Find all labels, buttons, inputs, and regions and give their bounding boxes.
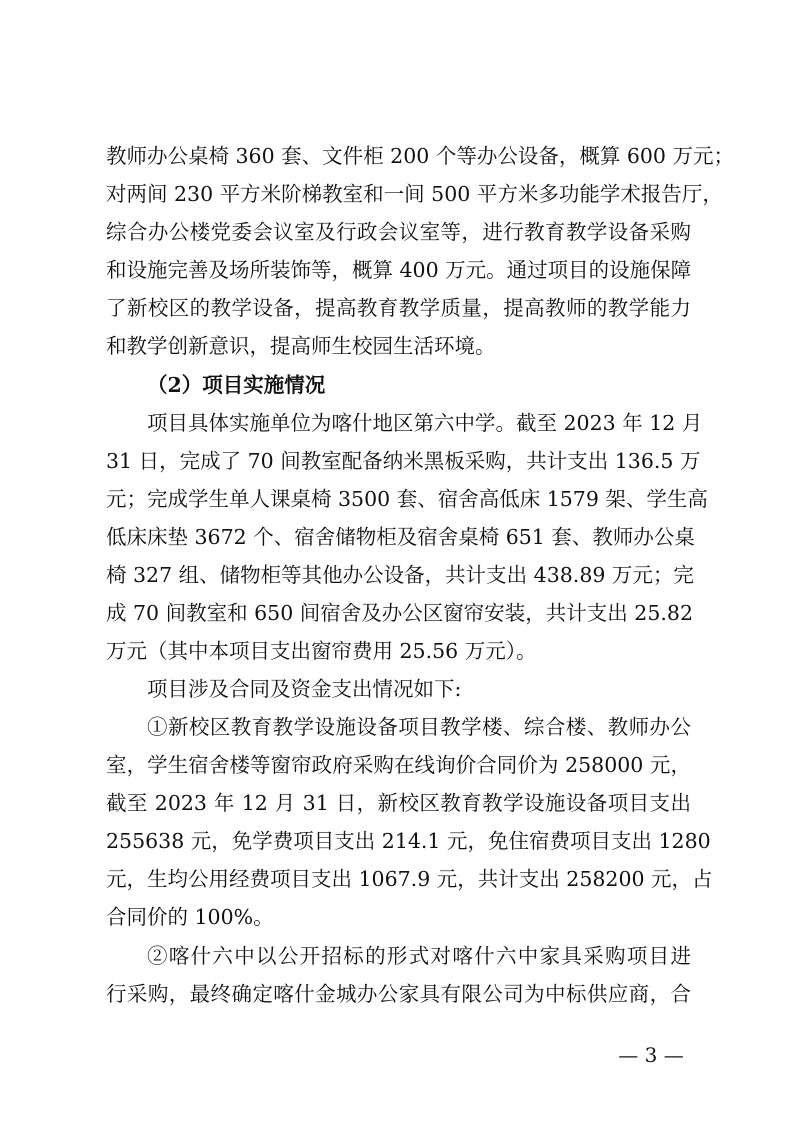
text-line: 和教学创新意识，提高师生校园生活环境。 <box>106 334 496 358</box>
text-line: 项目涉及合同及资金支出情况如下: <box>147 677 462 701</box>
text-line: ①新校区教育教学设施设备项目教学楼、综合楼、教师办公 <box>147 715 691 739</box>
text-line: 255638 元，免学费项目支出 214.1 元，免住宿费项目支出 1280 <box>106 829 711 853</box>
section-heading: （2）项目实施情况 <box>147 373 326 397</box>
text-line: 综合办公楼党委会议室及行政会议室等，进行教育教学设备采购 <box>106 220 691 244</box>
text-line: 合同价的 100%。 <box>106 905 274 929</box>
text-line: 元；完成学生单人课桌椅 3500 套、宿舍高低床 1579 架、学生高 <box>106 487 708 511</box>
text-line: 教师办公桌椅 360 套、文件柜 200 个等办公设备，概算 600 万元； <box>106 144 734 168</box>
text-line: 室，学生宿舍楼等窗帘政府采购在线询价合同价为 258000 元， <box>106 753 691 777</box>
text-line: 行采购，最终确定喀什金城办公家具有限公司为中标供应商，合 <box>106 982 691 1006</box>
text-line: 项目具体实施单位为喀什地区第六中学。截至 2023 年 12 月 <box>147 411 703 435</box>
text-line: 31 日，完成了 70 间教室配备纳米黑板采购，共计支出 136.5 万 <box>106 449 701 473</box>
text-line: 低床床垫 3672 个、宿舍储物柜及宿舍桌椅 651 套、教师办公桌 <box>106 525 695 549</box>
text-line: ②喀什六中以公开招标的形式对喀什六中家具采购项目进 <box>147 944 691 968</box>
text-line: 椅 327 组、储物柜等其他办公设备，共计支出 438.89 万元；完 <box>106 563 694 587</box>
text-line: 了新校区的教学设备，提高教育教学质量，提高教师的教学能力 <box>106 296 691 320</box>
text-line: 截至 2023 年 12 月 31 日，新校区教育教学设施设备项目支出 <box>106 791 691 815</box>
text-line: 和设施完善及场所装饰等，概算 400 万元。通过项目的设施保障 <box>106 258 692 282</box>
text-line: 元，生均公用经费项目支出 1067.9 元，共计支出 258200 元，占 <box>106 867 713 891</box>
page-number: — 3 — <box>618 1043 684 1067</box>
text-line: 对两间 230 平方米阶梯教室和一间 500 平方米多功能学术报告厅， <box>106 182 723 206</box>
text-line: 成 70 间教室和 650 间宿舍及办公区窗帘安装，共计支出 25.82 <box>106 601 693 625</box>
text-line: 万元（其中本项目支出窗帘费用 25.56 万元）。 <box>106 639 537 663</box>
